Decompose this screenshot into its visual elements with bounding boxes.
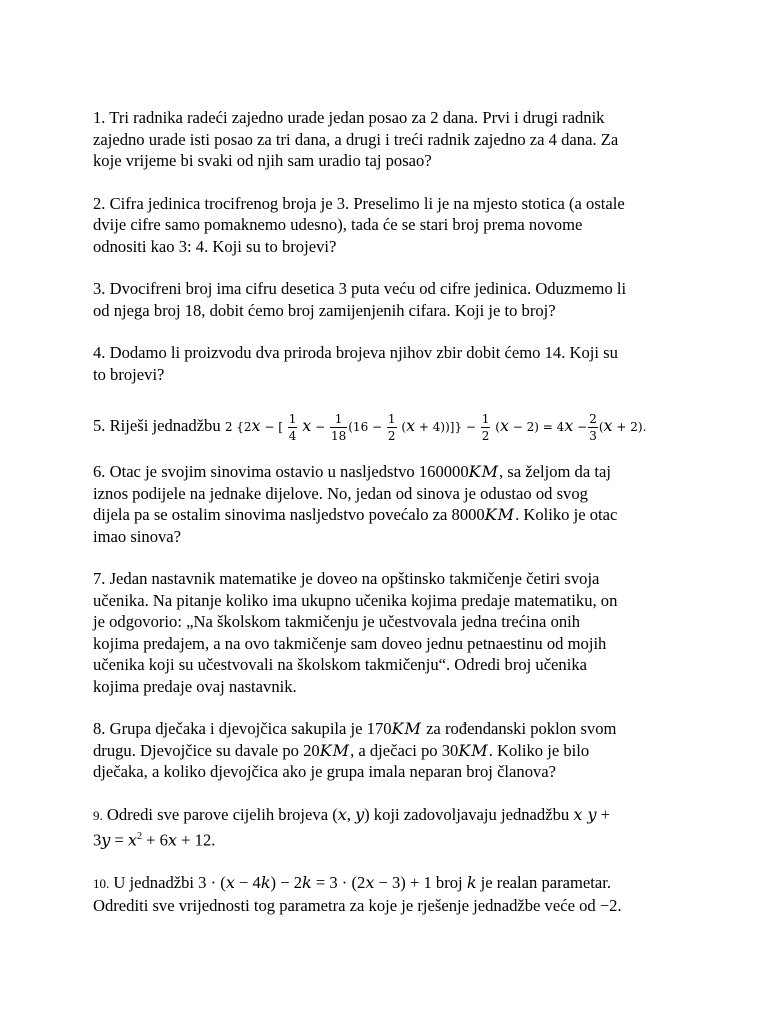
text-line [93,804,693,827]
text-span: dijela pa se ostalim sinovima nasljedstvo povećalo za 8000 [93,505,485,524]
text-span: 8. Grupa dječaka i djevojčica sakupila je 170 [93,719,392,738]
currency-symbol: KM [391,719,422,738]
eq-var: x [564,415,574,435]
fraction [288,413,298,442]
text-span: je realan parametar. [476,873,612,893]
text-span: + 6 [142,830,168,850]
text-span: ) koji zadovoljavaju jednadžbu [364,804,574,824]
text-line [93,718,693,740]
text-span: drugu. Djevojčice su davale po 20 [93,740,320,760]
text-span: . Koliko je otac [515,505,618,524]
eq-part: ( [598,419,604,434]
text-span: , a dječaci po 30 [350,740,459,760]
text-line [93,461,693,483]
currency-symbol: KM [484,505,516,524]
eq-part: ( [401,419,407,434]
numerator: 1 [387,411,396,426]
text-line: učenika koji su učestvovali na školskom takmičenju“. Odredi broj učenika [93,655,587,674]
text-line: kojima predajem, a na ovo takmičenje sam doveo jednu petnaestinu od mojih [93,633,607,653]
text-span: − 4 [234,873,261,893]
numerator: 2 [589,411,597,426]
currency-symbol: KM [468,462,499,481]
currency-symbol: KM [458,740,489,760]
text-span: Odredi sve parove cijelih brojeva ( [102,804,338,824]
eq-var: x [406,415,416,435]
problem-7 [93,568,693,697]
eq-var: x [603,415,613,435]
eq-var: k [260,873,271,893]
text-line: dječaka, a koliko djevojčica ako je grupa imala neparan broj članova? [93,762,557,781]
text-span: , sa željom da taj [498,462,611,481]
eq-part: + 2). [612,419,647,434]
equation-line [93,406,693,446]
eq-var: x [225,873,235,893]
denominator: 18 [330,428,347,443]
eq-var: x [167,830,178,850]
text-line: je odgovorio: „Na školskom takmičenju je učestvovala jedna trećina onih [93,612,581,631]
text-span: ) − 2 [270,873,302,893]
text-line: od njega broj 18, dobit ćemo broj zamijenjenih cifara. Koji je to broj? [93,300,556,320]
text-line [93,504,693,526]
text-line: odnositi kao 3: 4. Koji su to brojevi? [93,236,337,256]
numerator: 1 [481,411,490,426]
fraction [387,413,397,442]
text-line: koje vrijeme bi svaki od njih sam uradio taj posao? [93,151,432,170]
denominator: 2 [387,428,396,443]
text-line: 4. Dodamo li proizvodu dva priroda brojeva njihov zbir dobit ćemo 14. Koji su [93,343,618,362]
text-line: 7. Jedan nastavnik matematike je doveo na opštinsko takmičenje četiri svoja [93,569,600,588]
text-span: za rođendanski poklon svom [421,719,617,738]
text-line: Odrediti sve vrijednosti tog parametra za koje je rješenje jednadžbe veće od −2. [93,895,622,915]
problem-6 [93,461,693,547]
numerator: 1 [288,411,297,426]
problem-4 [93,342,693,385]
eq-part: − 2) = 4 [508,419,565,434]
eq-part: 2 {2 [224,419,252,434]
eq-var: x [499,415,509,435]
eq-part: − [311,419,326,434]
text-span: − 3) + 1 broj [374,873,467,893]
text-line: imao sinova? [93,526,182,546]
fraction [481,413,491,442]
problem-10 [93,872,693,916]
eq-var: x y [573,804,597,824]
problem-number: 10. [93,876,110,892]
text-span: + 12. [177,830,216,850]
eq-var: x [251,415,261,435]
fraction [330,413,347,442]
eq-var: y [101,830,111,850]
text-line [93,826,693,851]
text-span: = 3 · (2 [311,873,366,893]
problem-5 [93,406,693,446]
denominator: 3 [589,428,597,443]
problem-5-text: 5. Riješi jednadžbu [93,416,221,435]
eq-part: − [ [260,419,283,434]
text-span: . Koliko je bilo [488,740,590,760]
eq-var: x [365,873,375,893]
problem-9 [93,804,693,852]
eq-part: − [573,419,588,434]
text-line: učenika. Na pitanje koliko ima ukupno učenika kojima predaje matematiku, on [93,590,618,610]
eq-var: k [466,873,477,893]
text-line: zajedno urade isti posao za tri dana, a drugi i treći radnik zajedno za 4 dana. Za [93,129,619,149]
text-span: 6. Otac je svojim sinovima ostavio u nasljedstvo 160000 [93,462,469,481]
eq-part: ( [495,419,500,434]
text-line [93,872,693,895]
text-span: = [110,830,128,850]
text-line [93,740,693,762]
eq-var: k [302,873,312,893]
text-line: 1. Tri radnika radeći zajedno urade jedan posao za 2 dana. Prvi i drugi radnik [93,108,605,127]
problem-number: 9. [93,807,103,823]
exponent: 2 [137,831,143,842]
denominator: 4 [288,428,297,443]
eq-var: x [302,415,312,435]
text-line: to brojevi? [93,364,165,384]
text-line: iznos podijele na jednake dijelove. No, jedan od sinova je odustao od svog [93,483,588,503]
text-line: 2. Cifra jedinica trocifrenog broja je 3. Preselimo li je na mjesto stotica (a ostale [93,193,625,213]
text-line: dvije cifre samo pomaknemo udesno), tada će se stari broj prema novome [93,215,583,234]
denominator: 2 [481,428,490,443]
text-span: U jednadžbi 3 · ( [109,873,226,893]
currency-symbol: KM [319,740,351,760]
text-span: + [596,804,610,824]
eq-part: (16 − [348,419,383,434]
text-span: 3 [93,830,102,850]
fraction [588,413,598,442]
text-line: kojima predaje ovaj nastavnik. [93,676,297,696]
eq-var: y [355,804,365,824]
equation [225,413,647,442]
text-line: 3. Dvocifreni broj ima cifru desetica 3 puta veću od cifre jedinica. Oduzmemo li [93,279,627,298]
problem-8 [93,718,693,783]
problem-3 [93,278,693,321]
eq-var: x [337,804,347,824]
numerator: 1 [330,413,347,428]
problem-1 [93,107,693,172]
text-span: , [346,804,356,824]
eq-var: x [128,830,138,850]
problem-2 [93,193,693,258]
document-page [93,107,693,937]
eq-part: + 4))]} − [415,419,476,434]
